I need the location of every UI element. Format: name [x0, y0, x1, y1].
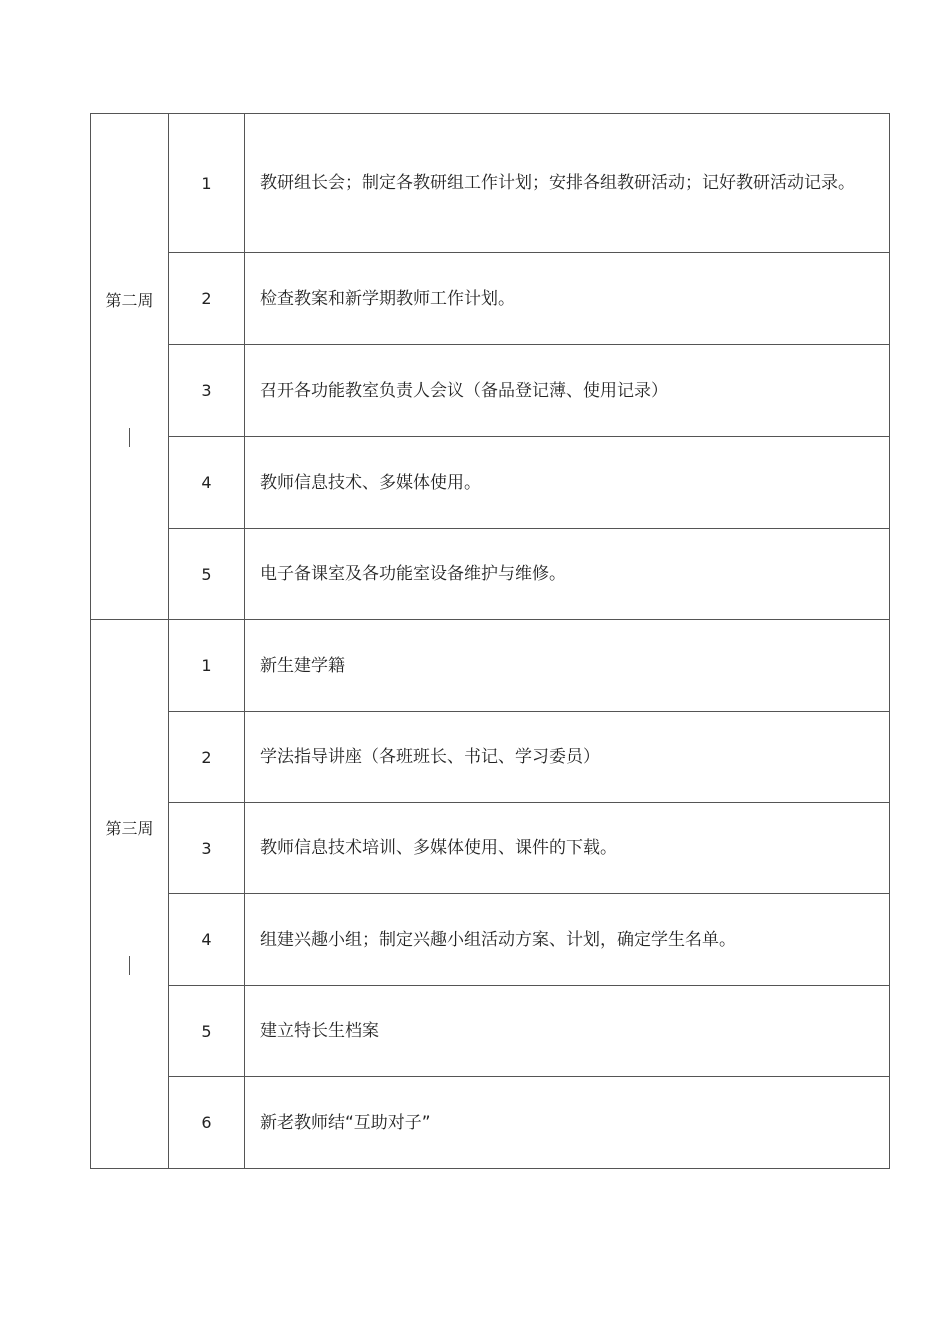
row-number: 5 — [169, 529, 245, 620]
table-row — [91, 437, 890, 529]
week-label: 第二周 — [105, 291, 154, 310]
table-row — [91, 114, 890, 253]
task-text: 教师信息技术、多媒体使用。 — [245, 437, 890, 529]
row-number: 4 — [169, 894, 245, 986]
week-cell — [91, 620, 169, 1169]
week-label: 第三周 — [105, 819, 154, 838]
task-text: 电子备课室及各功能室设备维护与维修。 — [245, 529, 890, 620]
schedule-table — [90, 113, 890, 1169]
row-number: 1 — [169, 620, 245, 712]
task-text: 教研组长会；制定各教研组工作计划；安排各组教研活动；记好教研活动记录。 — [245, 114, 890, 253]
row-number: 5 — [169, 986, 245, 1077]
row-number: 2 — [169, 253, 245, 345]
row-number: 1 — [169, 114, 245, 253]
row-number: 6 — [169, 1077, 245, 1169]
row-number: 3 — [169, 803, 245, 894]
table-row — [91, 803, 890, 894]
table-row — [91, 894, 890, 986]
divider-mark — [129, 956, 130, 975]
divider-mark — [129, 428, 130, 447]
task-text: 教师信息技术培训、多媒体使用、课件的下载。 — [245, 803, 890, 894]
table-row — [91, 1077, 890, 1169]
task-text: 学法指导讲座（各班班长、书记、学习委员） — [245, 712, 890, 803]
table-row — [91, 345, 890, 437]
row-number: 3 — [169, 345, 245, 437]
week-cell — [91, 114, 169, 620]
row-number: 4 — [169, 437, 245, 529]
table-row — [91, 712, 890, 803]
task-text: 建立特长生档案 — [245, 986, 890, 1077]
table-row — [91, 529, 890, 620]
task-text: 检查教案和新学期教师工作计划。 — [245, 253, 890, 345]
task-text: 召开各功能教室负责人会议（备品登记薄、使用记录） — [245, 345, 890, 437]
table-row — [91, 986, 890, 1077]
table-row — [91, 620, 890, 712]
table-row — [91, 253, 890, 345]
row-number: 2 — [169, 712, 245, 803]
task-text: 组建兴趣小组；制定兴趣小组活动方案、计划，确定学生名单。 — [245, 894, 890, 986]
task-text: 新生建学籍 — [245, 620, 890, 712]
task-text: 新老教师结“互助对子” — [245, 1077, 890, 1169]
